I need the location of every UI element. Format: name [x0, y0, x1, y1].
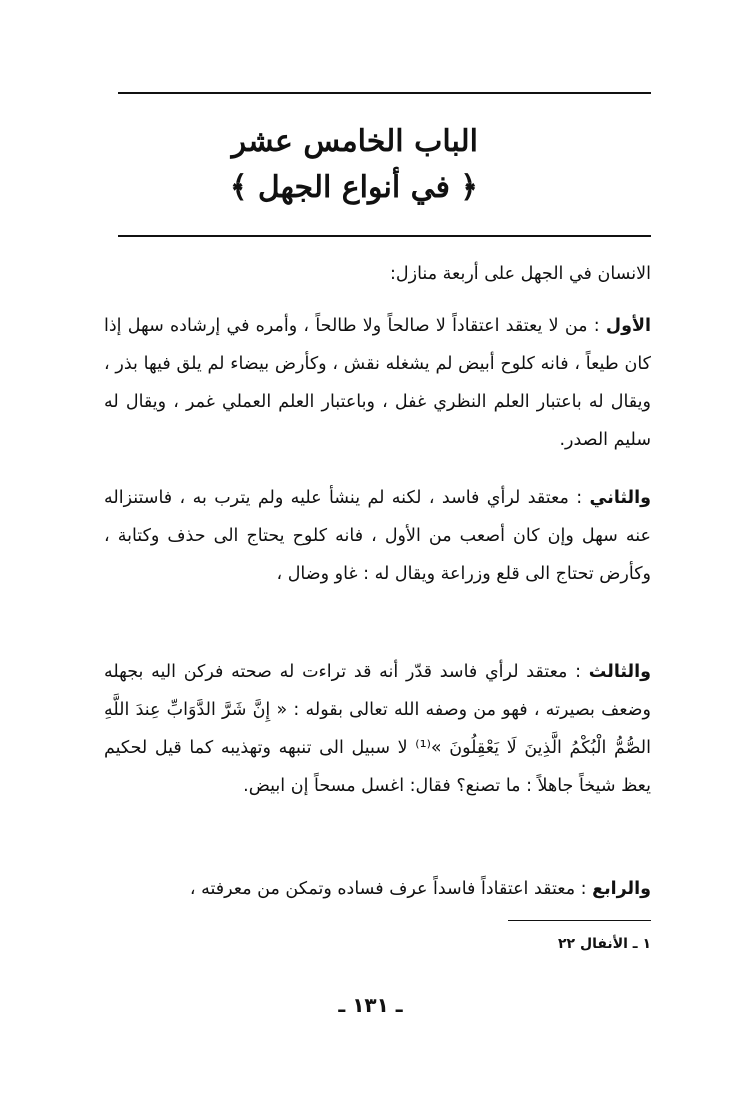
- paragraph-text: : معتقد لرأي فاسد ، لكنه لم ينشأ عليه ولم يترب به ، فاستنزاله عنه سهل وإن كان أصعب من الأول ، فانه كلوح يحتاج الى حذف وكتابة ، وكأرض تحتاج الى قلع وزراعة ويقال له : غاو وضال ،: [104, 488, 651, 584]
- top-rule: [118, 92, 651, 94]
- paragraph-fourth: [104, 870, 651, 908]
- footnote-rule: [508, 920, 651, 921]
- title-rule: [118, 235, 651, 237]
- paragraph-lead: والثالث: [588, 662, 651, 682]
- paragraph-text: : من لا يعتقد اعتقاداً لا صالحاً ولا طالحاً ، وأمره في إرشاده سهل إذا كان طيعاً ، فانه كلوح أبيض لم يشغله نقش ، وكأرض بيضاء لم يلق فيها بذر ، ويقال له باعتبار العلم النظري غفل ، وباعتبار العلم العملي غمر ، ويقال له سليم الصدر.: [104, 316, 651, 450]
- paragraph-text: : معتقد لرأي فاسد قدّر أنه قد تراءت له صحته فركن اليه بجهله وضعف بصيرته ، فهو من وصفه الله تعالى بقوله : « إِنَّ شَرَّ الدَّوَابِّ عِندَ اللَّهِ الصُّمُّ الْبُكْمُ الَّذِينَ لَا يَعْقِلُونَ »⁽¹⁾ لا سبيل الى تنبهه وتهذيبه كما قيل لحكيم يعظ شيخاً جاهلاً : ما تصنع؟ فقال: اغسل مسحاً إن ابيض.: [104, 662, 651, 796]
- paragraph-lead: والثاني: [589, 488, 651, 508]
- intro-text: الانسان في الجهل على أربعة منازل:: [390, 264, 651, 284]
- paragraph-second: [104, 479, 651, 593]
- paragraph-lead: والرابع: [592, 879, 651, 899]
- paragraph-third: [104, 653, 651, 805]
- paragraph-lead: الأول: [605, 316, 651, 336]
- paragraph-text: : معتقد اعتقاداً فاسداً عرف فساده وتمكن من معرفته ،: [189, 879, 593, 899]
- paragraph-first: [104, 307, 651, 459]
- chapter-subtitle: ﴿ في أنواع الجهل ﴾: [229, 170, 478, 205]
- footnote: ١ ـ الأنفال ٢٢: [557, 936, 651, 952]
- chapter-title: الباب الخامس عشر: [231, 124, 478, 159]
- page-number: ـ ١٣١ ـ: [338, 993, 403, 1017]
